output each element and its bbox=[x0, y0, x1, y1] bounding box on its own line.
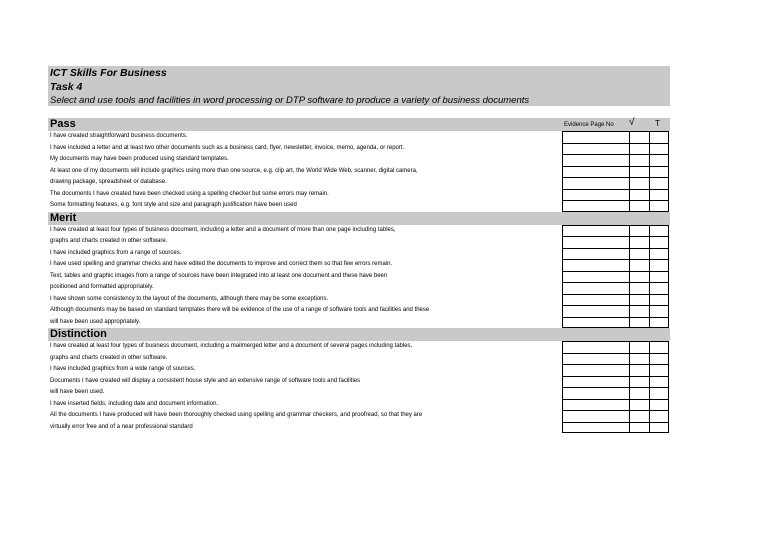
tick-cell[interactable] bbox=[629, 166, 649, 178]
evidence-page-cell[interactable] bbox=[562, 143, 629, 155]
evidence-page-cell[interactable] bbox=[562, 317, 629, 329]
tick-cell[interactable] bbox=[629, 225, 649, 237]
t-cell[interactable] bbox=[649, 305, 669, 317]
criteria-text: I have included graphics from a wide range of sources. bbox=[50, 366, 196, 372]
entry-cells bbox=[562, 259, 669, 271]
criteria-row bbox=[48, 177, 670, 189]
section-header-merit bbox=[48, 212, 670, 225]
evidence-page-cell[interactable] bbox=[562, 305, 629, 317]
entry-cells bbox=[562, 248, 669, 260]
t-cell[interactable] bbox=[649, 282, 669, 294]
criteria-row bbox=[48, 236, 670, 248]
section-label: Distinction bbox=[50, 328, 107, 340]
entry-cells bbox=[562, 341, 669, 353]
criteria-row bbox=[48, 154, 670, 166]
t-cell[interactable] bbox=[649, 271, 669, 283]
section-header-distinction bbox=[48, 328, 670, 341]
entry-cells bbox=[562, 271, 669, 283]
criteria-text: I have included a letter and at least two other documents such as a business card, flyer, newsletter, invoice, memo, agenda, or report. bbox=[50, 144, 405, 151]
entry-cells bbox=[562, 143, 669, 155]
evidence-page-cell[interactable] bbox=[562, 376, 629, 388]
criteria-text: positioned and formatted appropriately. bbox=[50, 284, 154, 290]
entry-cells bbox=[562, 282, 669, 294]
tick-cell[interactable] bbox=[629, 341, 649, 353]
t-cell[interactable] bbox=[649, 225, 669, 237]
tick-cell[interactable] bbox=[629, 177, 649, 189]
tick-cell[interactable] bbox=[629, 364, 649, 376]
criteria-row bbox=[48, 282, 670, 294]
criteria-text: At least one of my documents will include graphics using more than one source, e.g. clip art, the World Wide Web, scanner, digital camera, bbox=[50, 167, 418, 174]
entry-cells bbox=[562, 317, 669, 329]
task-label: Task 4 bbox=[50, 81, 83, 93]
criteria-text: I have created at least four types of business document, including a letter and a document of more than one page including tables, bbox=[50, 226, 396, 233]
t-cell[interactable] bbox=[649, 177, 669, 189]
entry-cells bbox=[562, 410, 669, 422]
evidence-page-cell[interactable] bbox=[562, 166, 629, 178]
criteria-text: will have been used. bbox=[50, 389, 105, 395]
t-cell[interactable] bbox=[649, 317, 669, 329]
task-description: Select and use tools and facilities in word processing or DTP software to produce a variety of business documents bbox=[50, 95, 530, 106]
tick-cell[interactable] bbox=[629, 248, 649, 260]
evidence-page-cell[interactable] bbox=[562, 131, 629, 143]
entry-cells bbox=[562, 376, 669, 388]
entry-cells bbox=[562, 225, 669, 237]
criteria-text: Some formatting features, e.g. font style and size and paragraph justification have been used bbox=[50, 202, 297, 208]
criteria-row bbox=[48, 422, 670, 434]
evidence-page-cell[interactable] bbox=[562, 387, 629, 399]
criteria-row bbox=[48, 225, 670, 237]
criteria-sections bbox=[48, 118, 670, 433]
criteria-text: will have been used appropriately. bbox=[50, 318, 141, 325]
criteria-row bbox=[48, 305, 670, 317]
tick-cell[interactable] bbox=[629, 376, 649, 388]
criteria-text: I have included graphics from a range of sources. bbox=[50, 249, 182, 256]
tick-cell[interactable] bbox=[629, 200, 649, 212]
evidence-page-cell[interactable] bbox=[562, 154, 629, 166]
entry-cells bbox=[562, 387, 669, 399]
section-label: Merit bbox=[50, 211, 77, 224]
tick-cell[interactable] bbox=[629, 189, 649, 201]
criteria-row bbox=[48, 410, 670, 422]
criteria-row bbox=[48, 189, 670, 201]
tick-cell[interactable] bbox=[629, 282, 649, 294]
evidence-page-cell[interactable] bbox=[562, 341, 629, 353]
t-cell[interactable] bbox=[649, 387, 669, 399]
criteria-row bbox=[48, 364, 670, 376]
assessment-sheet bbox=[48, 66, 670, 433]
entry-cells bbox=[562, 305, 669, 317]
t-cell[interactable] bbox=[649, 341, 669, 353]
tick-cell[interactable] bbox=[629, 317, 649, 329]
evidence-column-header: Evidence Page No bbox=[564, 122, 614, 128]
t-cell[interactable] bbox=[649, 189, 669, 201]
entry-cells bbox=[562, 364, 669, 376]
tick-cell[interactable] bbox=[629, 410, 649, 422]
entry-cells bbox=[562, 200, 669, 212]
t-cell[interactable] bbox=[649, 200, 669, 212]
evidence-page-cell[interactable] bbox=[562, 189, 629, 201]
criteria-text: My documents may have been produced using standard templates. bbox=[50, 156, 229, 162]
section-header-pass bbox=[48, 118, 670, 131]
criteria-text: graphs and charts created in other software. bbox=[50, 238, 168, 244]
t-cell[interactable] bbox=[649, 143, 669, 155]
t-cell[interactable] bbox=[649, 259, 669, 271]
criteria-row bbox=[48, 353, 670, 365]
evidence-page-cell[interactable] bbox=[562, 294, 629, 306]
entry-cells bbox=[562, 166, 669, 178]
criteria-row bbox=[48, 376, 670, 388]
criteria-text: The documents I have created have been checked using a spelling checker but some errors may remain. bbox=[50, 190, 329, 197]
criteria-row bbox=[48, 399, 670, 411]
evidence-page-cell[interactable] bbox=[562, 353, 629, 365]
criteria-row bbox=[48, 387, 670, 399]
criteria-row bbox=[48, 271, 670, 283]
criteria-text: I have inserted fields, including date and document information. bbox=[50, 400, 219, 407]
entry-cells bbox=[562, 177, 669, 189]
t-cell[interactable] bbox=[649, 166, 669, 178]
t-cell[interactable] bbox=[649, 294, 669, 306]
tick-cell[interactable] bbox=[629, 387, 649, 399]
tick-cell[interactable] bbox=[629, 305, 649, 317]
entry-cells bbox=[562, 399, 669, 411]
evidence-page-cell[interactable] bbox=[562, 248, 629, 260]
evidence-page-cell[interactable] bbox=[562, 200, 629, 212]
page-title: ICT Skills For Business bbox=[50, 67, 167, 79]
tick-cell[interactable] bbox=[629, 236, 649, 248]
evidence-page-cell[interactable] bbox=[562, 259, 629, 271]
tick-cell[interactable] bbox=[629, 422, 649, 434]
criteria-row bbox=[48, 248, 670, 260]
tick-column-header: √ bbox=[629, 117, 635, 128]
criteria-row bbox=[48, 341, 670, 353]
entry-cells bbox=[562, 353, 669, 365]
t-cell[interactable] bbox=[649, 410, 669, 422]
tick-cell[interactable] bbox=[629, 131, 649, 143]
t-cell[interactable] bbox=[649, 236, 669, 248]
evidence-page-cell[interactable] bbox=[562, 422, 629, 434]
t-cell[interactable] bbox=[649, 131, 669, 143]
criteria-text: Although documents may be based on standard templates there will be evidence of the use of a range of software tools and facilities and these bbox=[50, 307, 430, 313]
criteria-text: virtually error free and of a near professional standard bbox=[50, 423, 193, 430]
criteria-text: All the documents I have produced will have been thoroughly checked using spelling and grammar checkers, and proofread, so that they are bbox=[50, 412, 423, 418]
criteria-row bbox=[48, 166, 670, 178]
evidence-page-cell[interactable] bbox=[562, 271, 629, 283]
tick-cell[interactable] bbox=[629, 259, 649, 271]
criteria-text: graphs and charts created in other software. bbox=[50, 354, 168, 361]
criteria-text: I have created at least four types of business document, including a mailmerged letter and a document of several pages including tables, bbox=[50, 343, 413, 349]
tick-cell[interactable] bbox=[629, 154, 649, 166]
evidence-page-cell[interactable] bbox=[562, 410, 629, 422]
entry-cells bbox=[562, 154, 669, 166]
criteria-text: drawing package, spreadsheet or database. bbox=[50, 179, 167, 185]
title-block bbox=[48, 66, 670, 106]
tick-cell[interactable] bbox=[629, 399, 649, 411]
entry-cells bbox=[562, 294, 669, 306]
criteria-row bbox=[48, 131, 670, 143]
evidence-page-cell[interactable] bbox=[562, 282, 629, 294]
tick-cell[interactable] bbox=[629, 143, 649, 155]
evidence-page-cell[interactable] bbox=[562, 364, 629, 376]
tick-cell[interactable] bbox=[629, 271, 649, 283]
t-cell[interactable] bbox=[649, 154, 669, 166]
criteria-text: Text, tables and graphic images from a range of sources have been integrated into at least one document and these have been bbox=[50, 272, 388, 279]
criteria-text: I have used spelling and grammar checks and have edited the documents to improve and correct them so that few errors remain. bbox=[50, 261, 393, 267]
criteria-row bbox=[48, 259, 670, 271]
entry-cells bbox=[562, 189, 669, 201]
criteria-text: I have created straightforward business documents. bbox=[50, 133, 188, 139]
tick-cell[interactable] bbox=[629, 294, 649, 306]
evidence-page-cell[interactable] bbox=[562, 177, 629, 189]
t-column-header: T bbox=[655, 119, 660, 128]
t-cell[interactable] bbox=[649, 364, 669, 376]
criteria-text: Documents I have created will display a consistent house style and an extensive range of software tools and facilities bbox=[50, 377, 361, 384]
criteria-row bbox=[48, 143, 670, 155]
criteria-row bbox=[48, 317, 670, 329]
t-cell[interactable] bbox=[649, 376, 669, 388]
evidence-page-cell[interactable] bbox=[562, 399, 629, 411]
t-cell[interactable] bbox=[649, 399, 669, 411]
entry-cells bbox=[562, 422, 669, 434]
evidence-page-cell[interactable] bbox=[562, 225, 629, 237]
t-cell[interactable] bbox=[649, 248, 669, 260]
criteria-row bbox=[48, 294, 670, 306]
criteria-text: I have shown some consistency to the layout of the documents, although there may be some exceptions. bbox=[50, 295, 329, 302]
tick-cell[interactable] bbox=[629, 353, 649, 365]
t-cell[interactable] bbox=[649, 353, 669, 365]
entry-cells bbox=[562, 236, 669, 248]
evidence-page-cell[interactable] bbox=[562, 236, 629, 248]
entry-cells bbox=[562, 131, 669, 143]
criteria-row bbox=[48, 200, 670, 212]
t-cell[interactable] bbox=[649, 422, 669, 434]
section-label: Pass bbox=[50, 118, 76, 130]
